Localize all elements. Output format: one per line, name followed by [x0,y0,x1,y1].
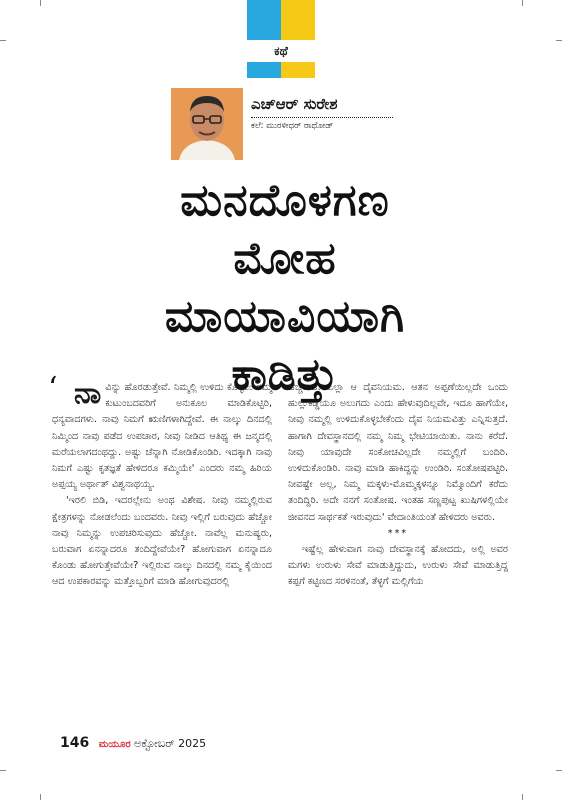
issue-date: ಅಕ್ಟೋಬರ್ 2025 [134,737,207,750]
crop-mark [522,794,523,800]
tab-blue-block [247,0,281,40]
paragraph [52,376,272,493]
section-tab [247,0,315,78]
section-label: ಕಥೆ [247,40,315,62]
crop-mark [0,40,6,41]
author-portrait-icon [171,88,243,160]
tab-yellow-block [281,62,315,78]
paragraph-text: ವಿನ್ನು ಹೊರಡುತ್ತೇವೆ. ನಿಮ್ಮಲ್ಲಿ ಉಳಿದು ಕೊಳ್ಳಲು ನಮ್ಮ ಕುಟುಂಬದವರಿಗೆ ಅನುಕೂಲ ಮಾಡಿಕೊಟ್ಟಿರಿ, ಧನ್ಯವಾದಗಳು. ನಾವು ನಿಮಗೆ ಋಣಿಗಳಾಗಿದ್ದೇವೆ. ಈ ನಾಲ್ಕು ದಿನದಲ್ಲಿ ನಿಮ್ಮಿಂದ ನಾವು ಪಡೆದ ಉಪಚಾರ, ನೀವು ನೀಡಿದ ಆತಿಥ್ಯ ಈ ಜನ್ಮದಲ್ಲಿ ಮರೆಯಲಾಗದಂಥದ್ದು. ಅಷ್ಟು ಚೆನ್ನಾಗಿ ನೋಡಿಕೊಂಡಿರಿ. ಇದಕ್ಕಾಗಿ ನಾವು ನಿಮಗೆ ಎಷ್ಟು ಕೃತಜ್ಞತೆ ಹೇಳಿದರೂ ಕಮ್ಮಿಯೇ' ಎಂದರು ನಮ್ಮ ಹಿರಿಯ ಅಪ್ಪಯ್ಯ ಅರ್ಥಾತ್ ವಿಶ್ವನಾಥಯ್ಯ. [52,382,272,491]
crop-mark [556,40,562,41]
magazine-name: ಮಯೂರ [98,739,131,750]
headline-line: ಮನದೊಳಗಣ [180,175,390,226]
headline-line: ಮೋಹ [233,233,337,284]
paragraph: ಹೆಚ್ಚೇನಿದೆ. ಎಲ್ಲಾ ಆ ದೈವನಿಯಮ. ಆತನ ಅಪ್ಪಣೆಯಿಲ್ಲದೇ ಒಂದು ಹುಲ್ಲುಕಡ್ಡಿಯೂ ಅಲುಗದು ಎಂದು ಹೇಳುವುದಿಲ್ಲವೇ, ಇದೂ ಹಾಗೆಯೇ, ನೀವು ನಮ್ಮಲ್ಲಿ ಉಳಿದುಕೊಳ್ಳಬೇಕೆಂದು ದೈವ ನಿಯಮವಿತ್ತು ಎನ್ನಿಸುತ್ತದೆ. ಹಾಗಾಗಿ ದೇವಸ್ಥಾನದಲ್ಲಿ ನಮ್ಮ ನಿಮ್ಮ ಭೇಟಿಯಾಯಿತು. ನಾನು ಕರೆದೆ. ನೀವು ಯಾವುದೇ ಸಂಕೋಚವಿಲ್ಲದೇ ನಮ್ಮಲ್ಲಿಗೆ ಬಂದಿರಿ. ಉಳಿದುಕೊಂಡಿರಿ. ನಾವು ಮಾಡಿ ಹಾಕಿದ್ದನ್ನು ಉಂಡಿರಿ. ಸಂತೋಷಪಟ್ಟಿರಿ. ನೀವಷ್ಟೇ ಅಲ್ಲ, ನಿಮ್ಮ ಮಕ್ಕಳು-ಮೊಮ್ಮಕ್ಕಳನ್ನೂ ನಿಮ್ಮೊಂದಿಗೆ ಕರೆದು ತಂದಿದ್ದಿರಿ. ಅದೇ ನನಗೆ ಸಂತೋಷ. ಇಂತಹ ಸಣ್ಣಪುಟ್ಟ ಖುಷಿಗಳಲ್ಲಿಯೇ ಜೀವನದ ಸಾರ್ಥಕತೆ ಇರುವುದು' ವೇದಾಂತಿಯಂತೆ ಹೇಳಿದರು ಅವರು. [288,382,508,523]
headline-line: ಕಾಡಿತ್ತು [231,349,339,400]
body-column-left [52,376,272,591]
crop-mark [522,0,523,6]
tab-yellow-block [281,0,315,40]
paragraph: ಇಷ್ಟೆಲ್ಲ ಹೇಳುವಾಗ ನಾವು ದೇವಸ್ಥಾನಕ್ಕೆ ಹೋದದು, ಅಲ್ಲಿ ಅವರ ಮಗಳು ಉರುಳು ಸೇವೆ ಮಾಡುತ್ತಿದ್ದುದು, ಉರುಳು ಸೇವೆ ಮಾಡುತ್ತಿದ್ದ ಕಪ್ಪಗೆ ಕಟ್ಟಿಣದ ಸರಳಿನಂತೆ, ತೆಳ್ಳಗೆ ಮಲ್ಲಿಗೆಯ [288,544,508,588]
tab-blue-block [247,62,281,78]
headline-line: ಮಾಯಾವಿಯಾಗಿ [164,291,406,342]
crop-mark [0,770,6,771]
body-column-right [288,380,508,591]
crop-mark [556,770,562,771]
drop-cap: ನಾ [74,376,102,411]
section-separator: *** [387,527,409,539]
byline [251,95,401,131]
author-photo [171,88,243,160]
page-number: 146 [60,735,90,751]
crop-mark [40,794,41,800]
page-footer [60,735,206,751]
artist-credit: ಕಲೆ: ಮುರಳೀಧರ್‌ ರಾಥೋಡ್ [251,121,334,131]
crop-mark [40,0,41,6]
author-name: ಎಚ್‌ಆರ್‌ ಸುರೇಶ [251,95,338,113]
paragraph: 'ಇರಲಿ ಬಿಡಿ, ಇದರಲ್ಲೇನು ಅಂಥ ವಿಶೇಷ. ನೀವು ನಮ್ಮಲ್ಲಿರುವ ಕ್ಷೇತ್ರಗಳನ್ನು ನೋಡಲೆಂದು ಬಂದವರು. ನೀವು ಇಲ್ಲಿಗೆ ಬರುವುದು ಹೆಚ್ಚೋ ನಾವು ನಿಮ್ಮನ್ನು ಉಪಚರಿಸುವುದು ಹೆಚ್ಚೋ. ನಾವೆಲ್ಲ ಮನುಷ್ಯರು, ಬರುವಾಗ ಏನನ್ನಾದರೂ ತಂದಿದ್ದೇವೆಯೇ? ಹೋಗುವಾಗ ಏನನ್ನಾದೂ ಕೊಂಡು ಹೋಗುತ್ತೇವೆಯೇ? ಇಲ್ಲಿರುವ ನಾಲ್ಕು ದಿನದಲ್ಲಿ ನಮ್ಮ ಕೈಯಿಂದ ಆದ ಉಪಕಾರವನ್ನು ಮತ್ತೊಬ್ಬರಿಗೆ ಮಾಡಿ ಹೋಗುವುದರಲ್ಲಿ [52,495,272,588]
open-quote-mark: ‘ [48,371,58,406]
headline [60,172,510,404]
dotted-divider [251,117,393,118]
